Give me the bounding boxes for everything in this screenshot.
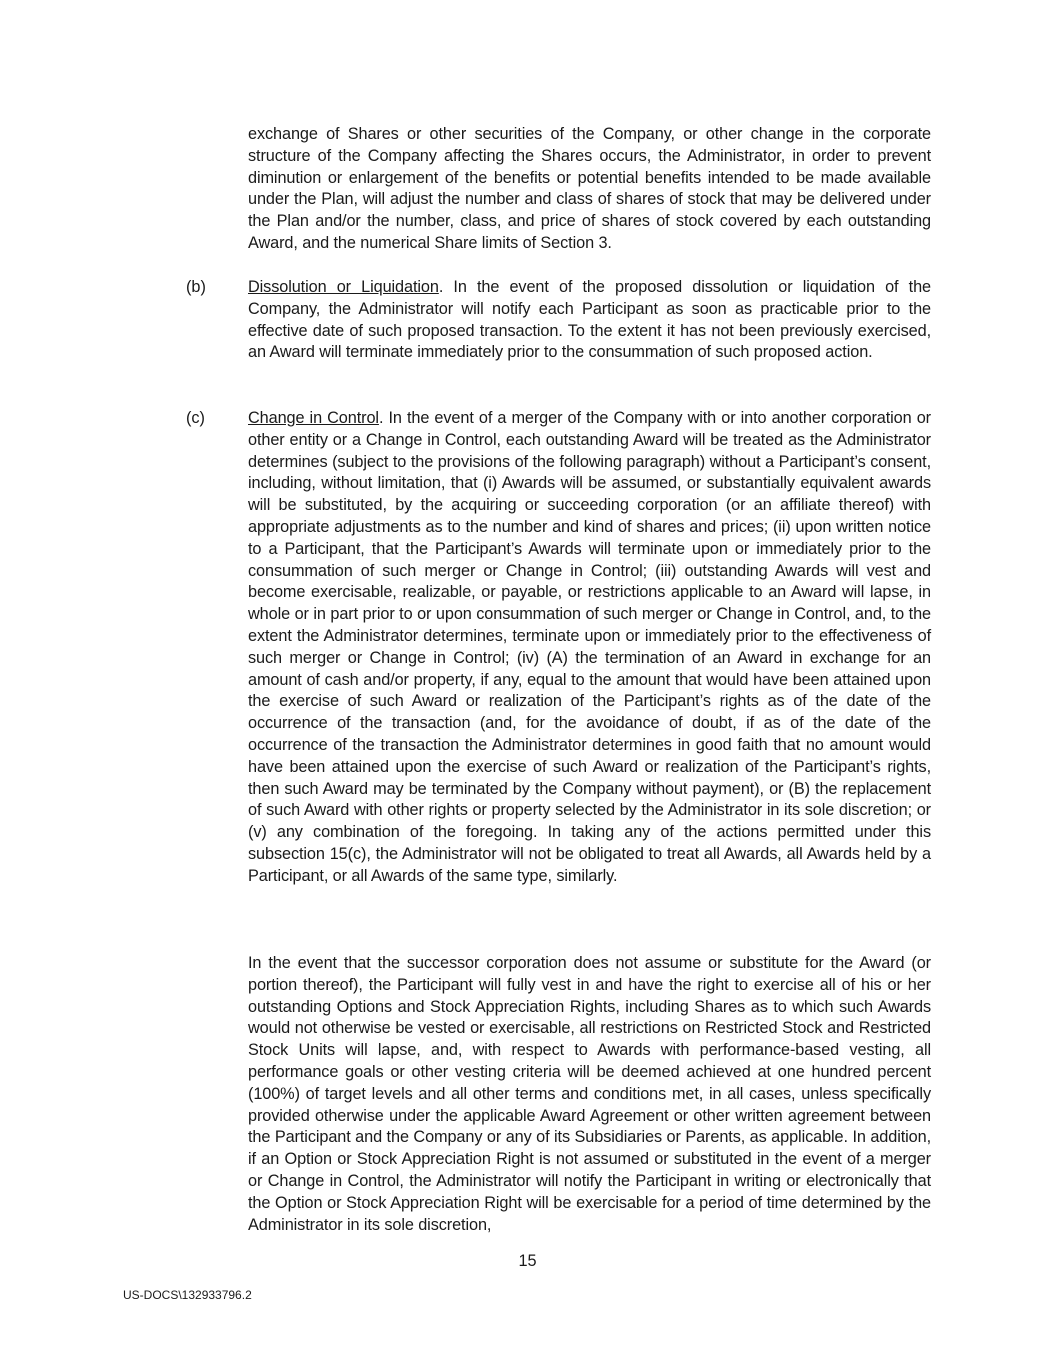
continuation-paragraph: exchange of Shares or other securities of the Company, or other change in the corporate structure of the Company affecting the Shares occurs, the Administrator, in order to prevent diminution or enlargement of the benefits or potential benefits intended to be made available under the Plan, will adjust the number and class of shares of stock that may be delivered under the Plan and/or the number, class, and price of shares of stock covered by each outstanding Award, and the numerical Share limits of Section 3. (248, 125, 931, 252)
section-c-body: . In the event of a merger of the Company with or into another corporation or other entity or a Change in Control, each outstanding Award will be treated as the Administrator determines (subject to the provisions of the following paragraph) without a Participant’s consent, including, without limitation, that (i) Awards will be assumed, or substantially equivalent awards will be substituted, by the acquiring or succeeding corporation (or an affiliate thereof) with appropriate adjustments as to the number and kind of shares and prices; (ii) upon written notice to a Participant, that the Participant’s Awards will terminate upon or immediately prior to the consummation of such merger or Change in Control; (iii) outstanding Awards will vest and become exercisable, realizable, or payable, or restrictions applicable to an Award will lapse, in whole or in part prior to or upon consummation of such merger or Change in Control, and, to the extent the Administrator determines, terminate upon or immediately prior to the effectiveness of such merger or Change in Control; (iv) (A) the termination of an Award in exchange for an amount of cash and/or property, if any, equal to the amount that would have been attained upon the exercise of such Award or realization of the Participant’s rights as of the date of the occurrence of the transaction (and, for the avoidance of doubt, if as of the date of the occurrence of the transaction the Administrator determines in good faith that no amount would have been attained upon the exercise of such Award or realization of the Participant’s rights, then such Award may be terminated by the Company without payment), or (B) the replacement of such Award with other rights or property selected by the Administrator in its sole discretion; or (v) any combination of the foregoing. In taking any of the actions permitted under this subsection 15(c), the Administrator will not be obligated to treat all Awards, all Awards held by a Participant, or all Awards of the same type, similarly. (248, 409, 931, 885)
page-number: 15 (518, 1252, 537, 1270)
section-b-marker: (b) (186, 278, 206, 296)
section-b-body: . In the event of the proposed dissolution or liquidation of the Company, the Administrator will notify each Participant as soon as practicable prior to the effective date of such proposed transaction. To the extent it has not been previously exercised, an Award will terminate immediately prior to the consummation of such proposed action. (248, 278, 931, 362)
section-c-text (248, 408, 931, 888)
section-c-marker: (c) (186, 409, 205, 427)
document-id: US-DOCS\132933796.2 (123, 1288, 252, 1302)
section-b-text (248, 277, 931, 364)
follow-paragraph: In the event that the successor corporation does not assume or substitute for the Award (or portion thereof), the Participant will fully vest in and have the right to exercise all of his or her outstanding Options and Stock Appreciation Rights, including Shares as to which such Awards would not otherwise be vested or exercisable, all restrictions on Restricted Stock and Restricted Stock Units will lapse, and, with respect to Awards with performance-based vesting, all performance goals or other vesting criteria will be deemed achieved at one hundred percent (100%) of target levels and all other terms and conditions met, in all cases, unless specifically provided otherwise under the applicable Award Agreement or other written agreement between the Participant and the Company or any of its Subsidiaries or Parents, as applicable. In addition, if an Option or Stock Appreciation Right is not assumed or substituted in the event of a merger or Change in Control, the Administrator will notify the Participant in writing or electronically that the Option or Stock Appreciation Right will be exercisable for a period of time determined by the Administrator in its sole discretion, (248, 954, 931, 1234)
section-c-heading: Change in Control (248, 409, 379, 427)
section-b-heading: Dissolution or Liquidation (248, 278, 439, 296)
